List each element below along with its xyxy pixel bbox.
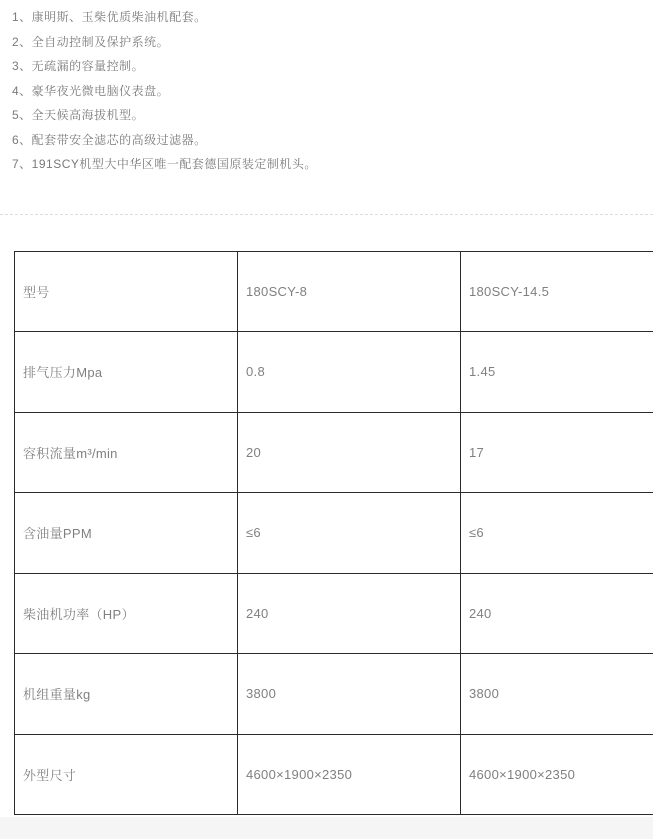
spec-value-cell: 240 (238, 573, 461, 654)
spec-value-cell: 20 (238, 412, 461, 493)
spec-label-cell: 排气压力Mpa (15, 332, 238, 413)
table-row (15, 412, 653, 493)
spec-value-cell: 4600×1900×2350 (238, 734, 461, 815)
feature-list-item: 4、豪华夜光微电脑仪表盘。 (12, 83, 170, 98)
feature-list (0, 0, 653, 177)
spec-label-cell: 机组重量kg (15, 654, 238, 735)
table-row (15, 734, 653, 815)
spec-value-cell: 3800 (238, 654, 461, 735)
spec-value-cell: 180SCY-8 (238, 251, 461, 332)
footer-strip (0, 817, 653, 839)
feature-list-item: 1、康明斯、玉柴优质柴油机配套。 (12, 10, 207, 24)
spec-value-cell: 0.8 (238, 332, 461, 413)
spec-value-cell: ≤6 (461, 493, 653, 574)
table-row (15, 573, 653, 654)
dashed-divider (0, 214, 653, 215)
spec-label-cell: 容积流量m³/min (15, 412, 238, 493)
table-row (15, 251, 653, 332)
spec-value-cell: 240 (461, 573, 653, 654)
table-row (15, 332, 653, 413)
spec-label-cell: 型号 (15, 251, 238, 332)
spec-table (14, 251, 653, 816)
feature-list-item: 5、全天候高海拔机型。 (12, 108, 145, 122)
spec-label-cell: 含油量PPM (15, 493, 238, 574)
table-row (15, 654, 653, 735)
table-row (15, 493, 653, 574)
feature-list-item: 2、全自动控制及保护系统。 (12, 34, 170, 49)
spec-value-cell: 1.45 (461, 332, 653, 413)
feature-list-item: 3、无疏漏的容量控制。 (12, 59, 145, 73)
spec-value-cell: ≤6 (238, 493, 461, 574)
spec-label-cell: 柴油机功率（HP） (15, 573, 238, 654)
feature-list-item: 7、191SCY机型大中华区唯一配套德国原装定制机头。 (12, 157, 317, 171)
spec-value-cell: 17 (461, 412, 653, 493)
spec-label-cell: 外型尺寸 (15, 734, 238, 815)
feature-list-item: 6、配套带安全滤芯的高级过滤器。 (12, 132, 207, 147)
spec-value-cell: 3800 (461, 654, 653, 735)
spec-value-cell: 4600×1900×2350 (461, 734, 653, 815)
spec-value-cell: 180SCY-14.5 (461, 251, 653, 332)
